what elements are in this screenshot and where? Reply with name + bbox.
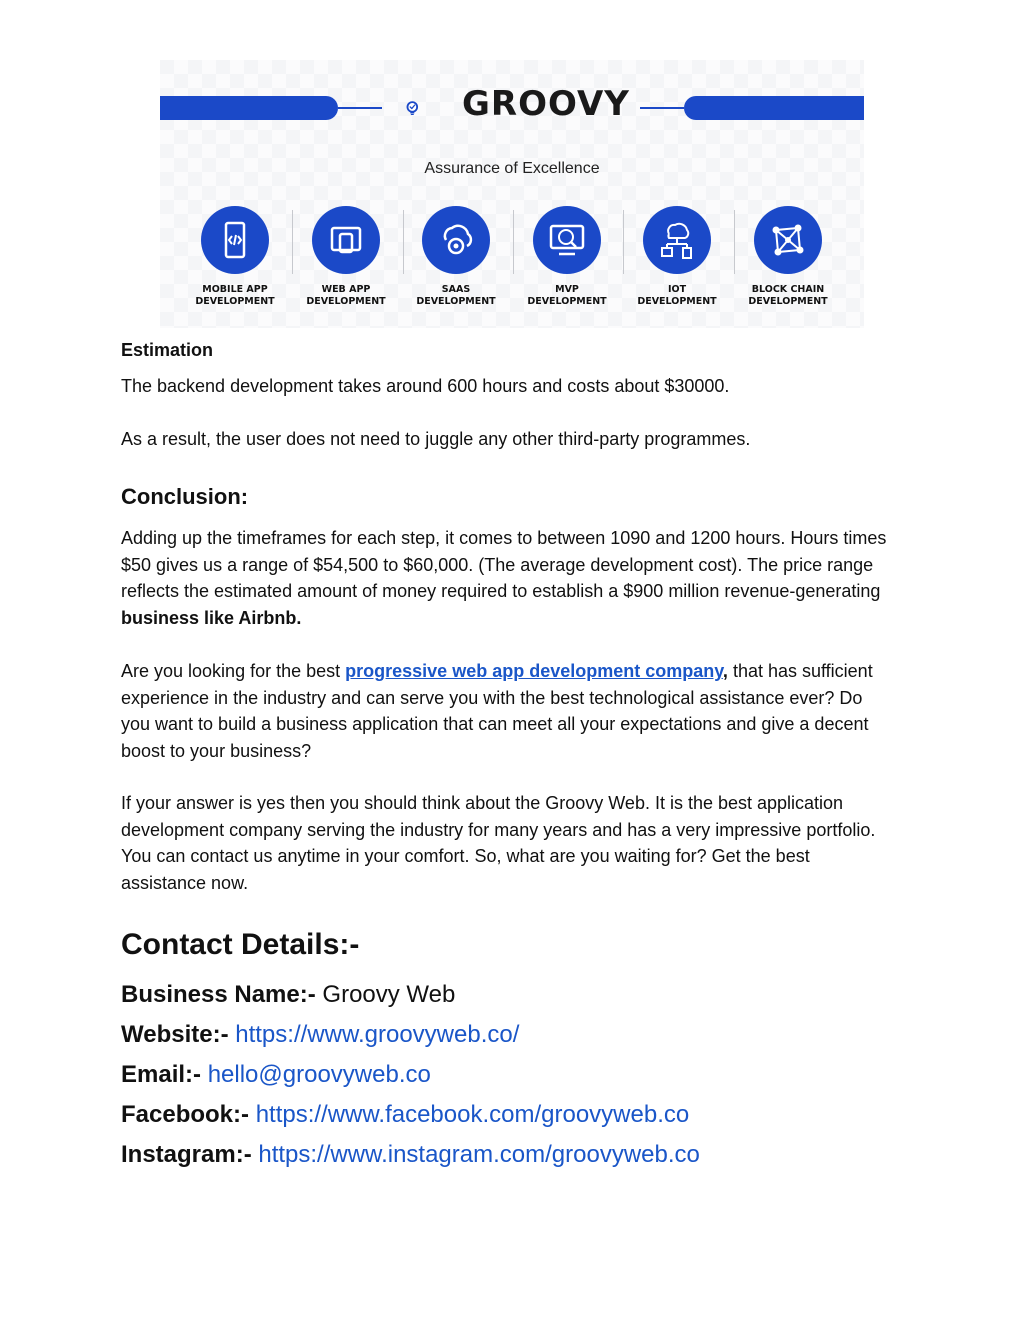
banner-right-line: [640, 107, 684, 109]
browser-icon: [312, 206, 380, 274]
website-link[interactable]: https://www.groovyweb.co/: [235, 1021, 520, 1048]
code-icon: [201, 206, 269, 274]
email-link[interactable]: hello@groovyweb.co: [207, 1061, 431, 1088]
banner-left-line: [338, 107, 382, 109]
banner-tagline: Assurance of Excellence: [424, 160, 600, 177]
facebook-link[interactable]: https://www.facebook.com/groovyweb.co: [255, 1101, 690, 1128]
service-mobile-app: MOBILE APP DEVELOPMENT: [183, 206, 287, 308]
service-mvp: MVP DEVELOPMENT: [515, 206, 619, 308]
service-web-app: WEB APP DEVELOPMENT: [294, 206, 398, 308]
pwa-company-link[interactable]: progressive web app development company: [345, 661, 723, 681]
iot-devices-icon: [643, 206, 711, 274]
service-saas: SAAS DEVELOPMENT: [404, 206, 508, 308]
estimation-heading: Estimation: [121, 340, 214, 360]
banner-left-bar: [160, 96, 338, 120]
service-iot: IOT DEVELOPMENT: [625, 206, 729, 308]
conclusion-paragraph-1: Adding up the timeframes for each step, it comes to between 1090 and 1200 hours. Hours times $50 gives us a range of $54,500 to $60,000. (The average development cost). The price range reflects the estimated amount of money required to establish a $900 million revenue-generating business like Airbnb.: [121, 528, 887, 628]
cloud-gear-icon: [422, 206, 490, 274]
network-icon: [754, 206, 822, 274]
contact-email: Email:- hello@groovyweb.co: [121, 1061, 431, 1088]
banner-right-bar: [684, 96, 864, 120]
estimation-paragraph-2: As a result, the user does not need to juggle any other third-party programmes.: [121, 429, 751, 449]
contact-heading: Contact Details:-: [121, 928, 360, 961]
instagram-link[interactable]: https://www.instagram.com/groovyweb.co: [258, 1141, 700, 1168]
estimation-paragraph-1: The backend development takes around 600 hours and costs about $30000.: [121, 376, 730, 396]
contact-business: Business Name:- Groovy Web: [121, 981, 456, 1008]
brand-name: GROOVY: [462, 84, 630, 124]
service-divider: [513, 210, 514, 274]
contact-facebook: Facebook:- https://www.facebook.com/groovyweb.co: [121, 1101, 690, 1128]
mvp-monitor-icon: [533, 206, 601, 274]
contact-website: Website:- https://www.groovyweb.co/: [121, 1021, 520, 1048]
service-blockchain: BLOCK CHAIN DEVELOPMENT: [736, 206, 840, 308]
groovy-logo-icon: [405, 78, 465, 138]
conclusion-heading: Conclusion:: [121, 484, 249, 509]
service-divider: [292, 210, 293, 274]
contact-instagram: Instagram:- https://www.instagram.com/groovyweb.co: [121, 1141, 700, 1168]
service-divider: [623, 210, 624, 274]
conclusion-paragraph-3: If your answer is yes then you should think about the Groovy Web. It is the best application development company serving the industry for many years and has a very impressive portfolio. You can contact us anytime in your comfort. So, what are you waiting for? Get the best assistance now.: [121, 793, 876, 893]
conclusion-paragraph-2: Are you looking for the best progressive web app development company, that has sufficient experience in the industry and can serve you with the best technological assistance ever? Do you want to build a business application that can meet all your expectations and give a decent boost to your business?: [121, 661, 873, 761]
service-divider: [734, 210, 735, 274]
